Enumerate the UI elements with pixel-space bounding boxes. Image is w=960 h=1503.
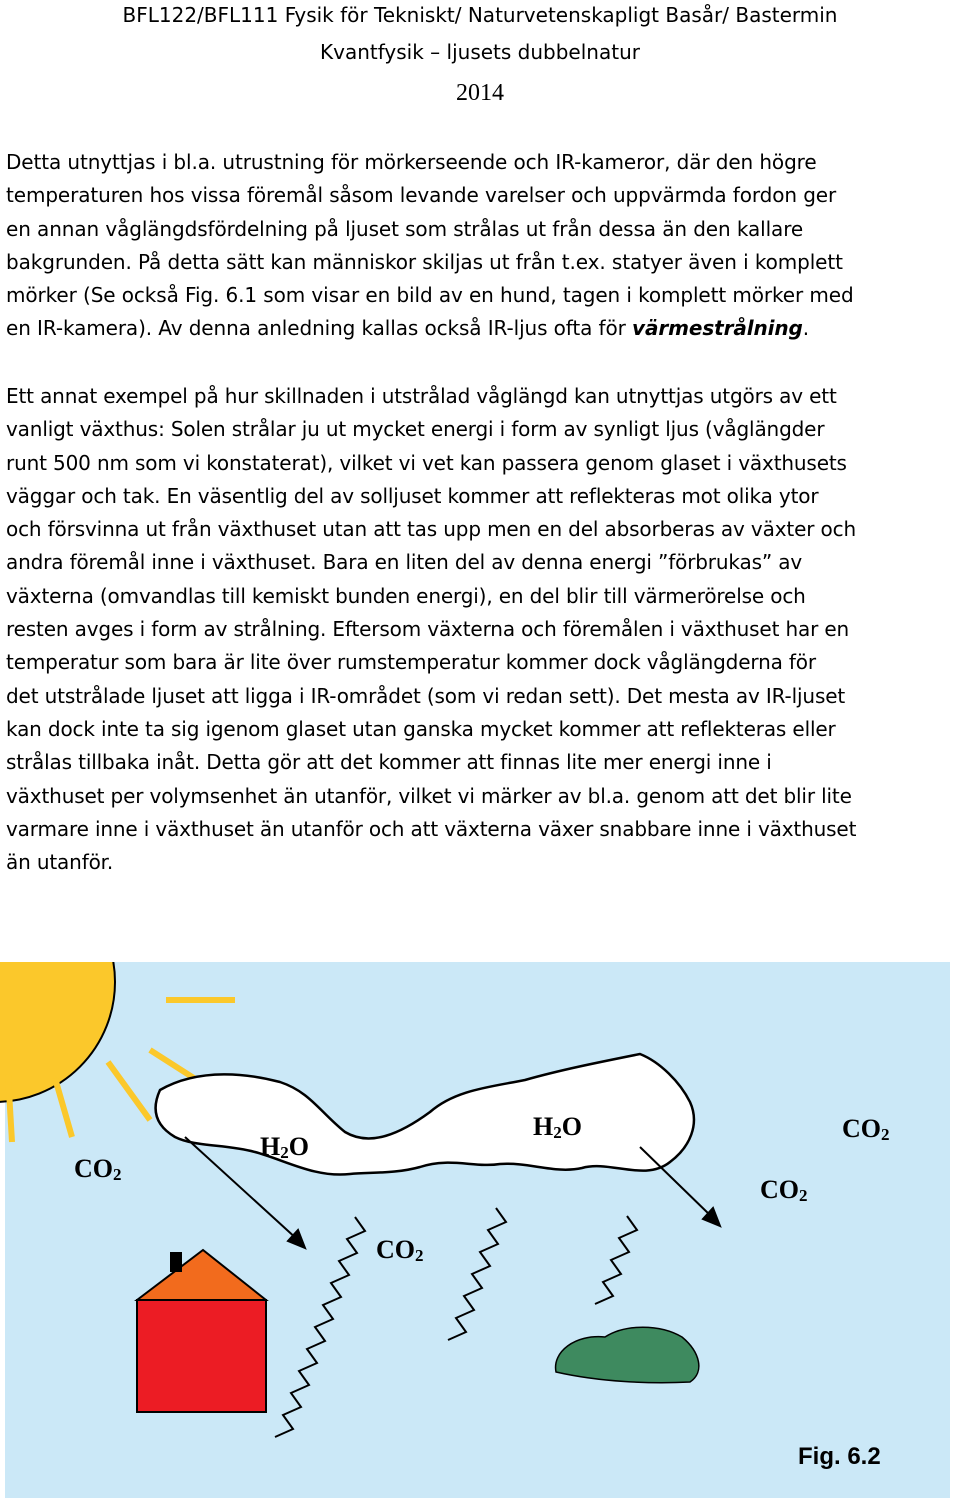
paragraph-greenhouse (6, 380, 956, 879)
text-line: och försvinna ut från växthuset utan att tas upp men en del absorberas av växter och (6, 517, 856, 542)
text-line: runt 500 nm som vi konstaterat), vilket vi vet kan passera genom glaset i växthusets (6, 450, 847, 475)
label-co2-center: CO2 (376, 1235, 424, 1265)
text-line: det utstrålade ljuset att ligga i IR-området (som vi redan sett). Det mesta av IR-ljuset (6, 683, 846, 708)
text-line: växterna (omvandlas till kemiskt bunden energi), en del blir till värmerörelse och (6, 583, 806, 608)
text-line: andra föremål inne i växthuset. Bara en liten del av denna energi ”förbrukas” av (6, 550, 803, 575)
text-fragment: . (802, 316, 810, 341)
label-co2-top-right: CO2 (842, 1114, 890, 1144)
label-h2o-left: H2O (260, 1132, 309, 1162)
text-line-last (6, 312, 956, 345)
text-fragment: en IR-kamera). Av denna anledning kallas också IR-ljus ofta för (6, 316, 633, 341)
text-line: resten avges i form av strålning. Eftersom växterna och föremålen i växthuset har en (6, 617, 850, 642)
header-course-title: BFL122/BFL111 Fysik för Tekniskt/ Naturvetenskapligt Basår/ Bastermin (122, 3, 838, 27)
house-wall (137, 1300, 266, 1412)
greenhouse-illustration (0, 962, 960, 1503)
header-chapter-title: Kvantfysik – ljusets dubbelnatur (320, 40, 640, 64)
text-line: kan dock inte ta sig igenom glaset utan ganska mycket kommer att reflekteras eller (6, 716, 836, 741)
text-line: Detta utnyttjas i bl.a. utrustning för mörkerseende och IR-kameror, där den högre (6, 150, 817, 174)
sun-ray (8, 1074, 12, 1142)
text-line: temperatur som bara är lite över rumstemperatur kommer dock våglängderna för (6, 650, 816, 675)
text-line: strålas tillbaka inåt. Detta gör att det kommer att finnas lite mer energi inne i (6, 750, 772, 775)
text-line: Ett annat exempel på hur skillnaden i utstrålad våglängd kan utnyttjas utgörs av ett (6, 384, 837, 408)
text-line: mörker (Se också Fig. 6.1 som visar en bild av en hund, tagen i komplett mörker med (6, 283, 854, 308)
text-line: en annan våglängdsfördelning på ljuset som strålas ut från dessa än den kallare (6, 216, 804, 241)
label-co2-right: CO2 (760, 1175, 808, 1205)
text-line: än utanför. (6, 850, 114, 875)
figure-caption: Fig. 6.2 (798, 1443, 881, 1470)
text-line: väggar och tak. En väsentlig del av solljuset kommer att reflekteras mot olika ytor (6, 483, 819, 508)
greenhouse-figure (0, 962, 960, 1503)
paragraph-ir-cameras (6, 146, 956, 346)
text-line: varmare inne i växthuset än utanför och att växterna växer snabbare inne i växthuset (6, 816, 857, 841)
text-line: växthuset per volymsenhet än utanför, vilket vi märker av bl.a. genom att det blir lite (6, 783, 852, 808)
text-line: temperaturen hos vissa föremål såsom levande varelser och uppvärmda fordon ger (6, 183, 837, 208)
emphasis-term: värmestrålning (632, 316, 803, 341)
label-h2o-top: H2O (533, 1112, 582, 1142)
label-co2-left: CO2 (74, 1154, 122, 1184)
sky-background (5, 962, 950, 1498)
text-line: vanligt växthus: Solen strålar ju ut mycket energi i form av synligt ljus (våglängder (6, 417, 825, 442)
house-chimney (170, 1252, 182, 1272)
header-year: 2014 (456, 80, 504, 106)
text-line: bakgrunden. På detta sätt kan människor skiljas ut från t.ex. statyer även i komplett (6, 249, 843, 274)
